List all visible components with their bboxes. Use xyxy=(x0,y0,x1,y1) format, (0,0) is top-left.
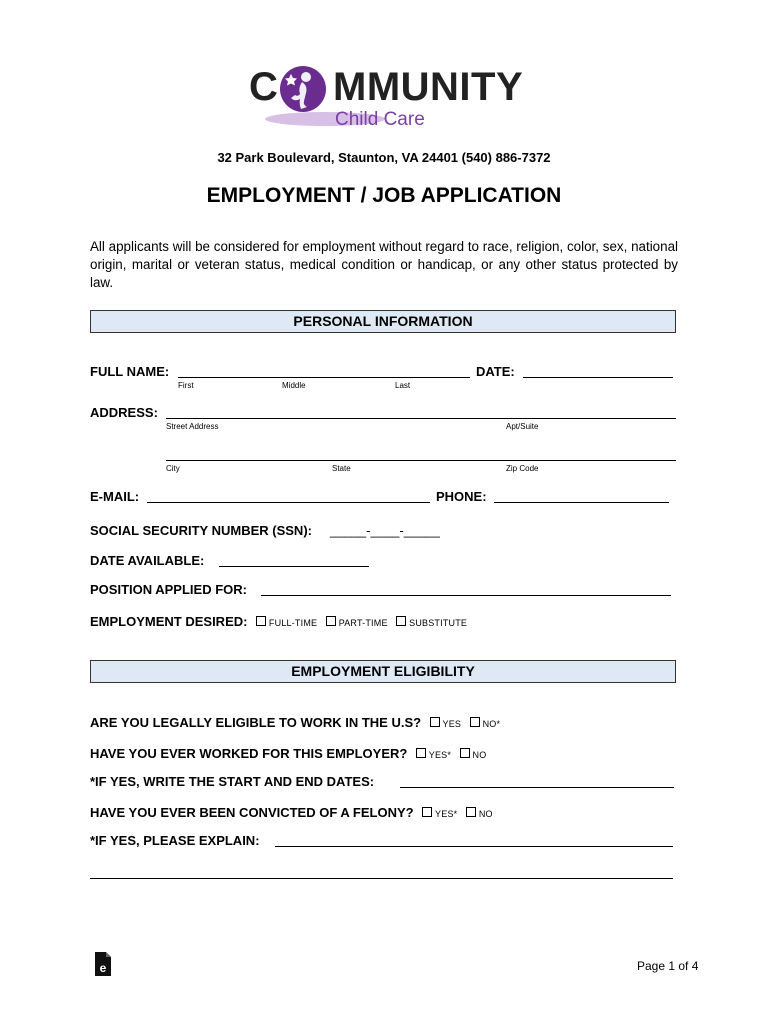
date-label: DATE: xyxy=(476,364,515,379)
section-employment-eligibility: EMPLOYMENT ELIGIBILITY xyxy=(90,660,676,683)
worked-before-question-row xyxy=(90,745,486,763)
eligible-no-label: NO* xyxy=(482,719,501,729)
felony-yes-label: YES* xyxy=(435,809,458,819)
eforms-logo-icon xyxy=(93,951,113,977)
full-name-label: FULL NAME: xyxy=(90,364,170,379)
state-hint: State xyxy=(332,464,351,473)
street-address-field[interactable] xyxy=(166,418,676,419)
child-star-icon xyxy=(277,63,329,115)
part-time-checkbox[interactable] xyxy=(326,616,336,626)
substitute-label: SUBSTITUTE xyxy=(409,618,468,628)
full-name-field[interactable] xyxy=(178,377,470,378)
company-address: 32 Park Boulevard, Staunton, VA 24401 (540) 886-7372 xyxy=(217,150,551,165)
felony-no-label: NO xyxy=(478,809,493,819)
employment-desired-row xyxy=(90,613,467,631)
section-personal-information: PERSONAL INFORMATION xyxy=(90,310,676,333)
worked-before-yes-label: YES* xyxy=(428,750,452,760)
explain-field-continued[interactable] xyxy=(90,878,673,879)
apt-suite-hint: Apt/Suite xyxy=(506,422,539,431)
email-label: E-MAIL: xyxy=(90,489,140,504)
full-time-label: FULL-TIME xyxy=(268,618,318,628)
part-time-label: PART-TIME xyxy=(338,618,388,628)
eligible-yes-label: YES xyxy=(442,719,462,729)
felony-no-checkbox[interactable] xyxy=(466,807,476,817)
date-field[interactable] xyxy=(523,377,673,378)
ssn-field[interactable]: _____-____-_____ xyxy=(330,523,440,538)
date-available-field[interactable] xyxy=(219,566,369,567)
first-name-hint: First xyxy=(178,381,194,390)
last-name-hint: Last xyxy=(395,381,411,390)
page-title: EMPLOYMENT / JOB APPLICATION xyxy=(206,184,562,207)
page-number: Page 1 of 4 xyxy=(637,959,699,973)
city-hint: City xyxy=(166,464,180,473)
full-time-checkbox[interactable] xyxy=(256,616,266,626)
explain-label: *IF YES, PLEASE EXPLAIN: xyxy=(90,833,260,848)
eligible-yes-checkbox[interactable] xyxy=(430,717,440,727)
worked-before-no-checkbox[interactable] xyxy=(460,748,470,758)
worked-before-question: HAVE YOU EVER WORKED FOR THIS EMPLOYER? xyxy=(90,746,408,761)
felony-question-row xyxy=(90,804,493,822)
logo-subtitle: Child Care xyxy=(335,109,425,130)
eligible-no-checkbox[interactable] xyxy=(470,717,480,727)
zip-code-hint: Zip Code xyxy=(506,464,539,473)
date-available-label: DATE AVAILABLE: xyxy=(90,553,205,568)
start-end-dates-field[interactable] xyxy=(400,787,674,788)
email-field[interactable] xyxy=(147,502,430,503)
address-label: ADDRESS: xyxy=(90,405,158,420)
position-applied-field[interactable] xyxy=(261,595,671,596)
eligibility-question-row xyxy=(90,714,500,732)
explain-field[interactable] xyxy=(275,846,673,847)
street-address-hint: Street Address xyxy=(166,422,219,431)
ssn-label: SOCIAL SECURITY NUMBER (SSN): xyxy=(90,523,312,538)
logo-word-start: C xyxy=(249,65,278,109)
svg-text:e: e xyxy=(99,961,107,975)
middle-name-hint: Middle xyxy=(282,381,306,390)
company-logo xyxy=(245,60,525,135)
worked-before-yes-checkbox[interactable] xyxy=(416,748,426,758)
legally-eligible-question: ARE YOU LEGALLY ELIGIBLE TO WORK IN THE U.S? xyxy=(90,715,422,730)
disclaimer-text: All applicants will be considered for employment without regard to race, religion, color, sex, national origin, marital or veteran status, medical condition or handicap, or any other status protected by law. xyxy=(90,239,678,290)
felony-question: HAVE YOU EVER BEEN CONVICTED OF A FELONY? xyxy=(90,805,414,820)
start-end-dates-label: *IF YES, WRITE THE START AND END DATES: xyxy=(90,774,375,789)
phone-label: PHONE: xyxy=(436,489,487,504)
substitute-checkbox[interactable] xyxy=(396,616,406,626)
position-applied-label: POSITION APPLIED FOR: xyxy=(90,582,247,597)
employment-desired-label: EMPLOYMENT DESIRED: xyxy=(90,614,248,629)
felony-yes-checkbox[interactable] xyxy=(422,807,432,817)
phone-field[interactable] xyxy=(494,502,669,503)
city-state-zip-field[interactable] xyxy=(166,460,676,461)
logo-word-end: MMUNITY xyxy=(333,65,524,109)
worked-before-no-label: NO xyxy=(472,750,487,760)
